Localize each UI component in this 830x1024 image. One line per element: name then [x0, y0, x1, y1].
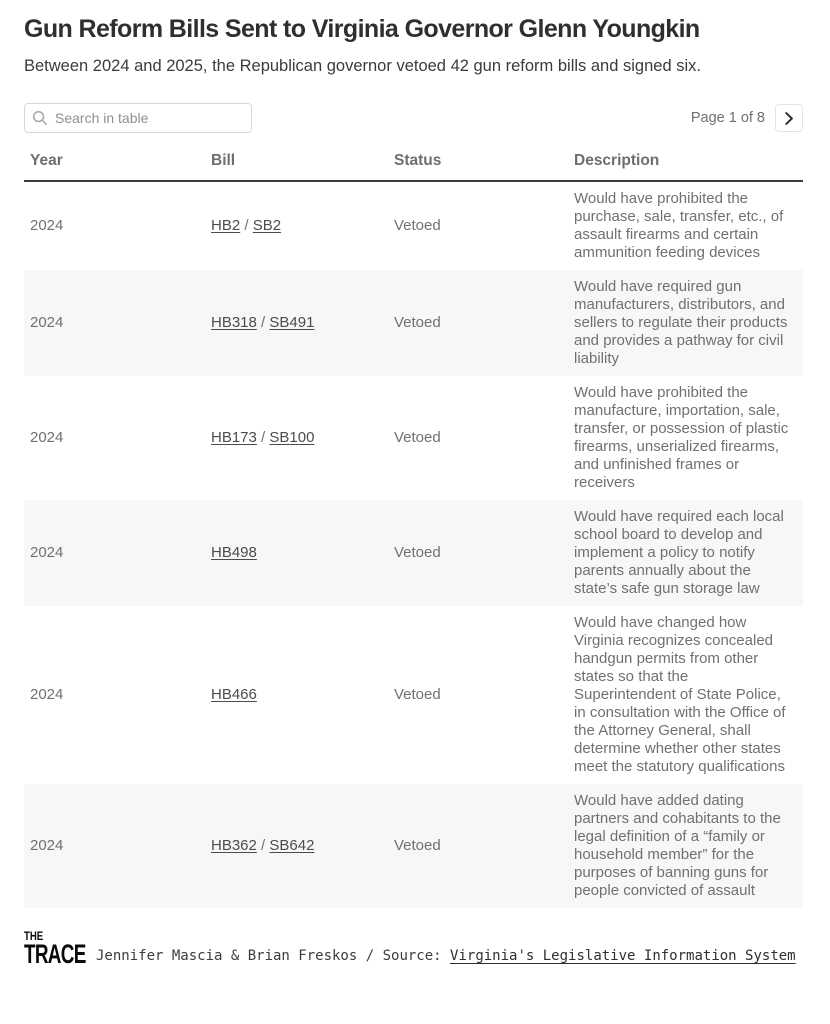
bill-separator: /	[240, 217, 253, 235]
bill-cell	[205, 606, 388, 784]
description-cell: Would have required each local school board to develop and implement a policy to notify parents annually about the state’s safe gun storage law	[574, 508, 784, 598]
bill-link[interactable]: SB491	[269, 314, 315, 332]
bills-table	[24, 146, 803, 908]
year-cell: 2024	[30, 429, 64, 447]
source-link[interactable]: Virginia's Legislative Information System	[450, 948, 796, 965]
year-cell: 2024	[30, 314, 64, 332]
table-row	[24, 270, 803, 376]
credit-separator: /	[357, 948, 383, 965]
logo-text-trace: TRACE	[24, 939, 86, 970]
status-cell: Vetoed	[394, 686, 441, 704]
column-header-bill: Bill	[205, 146, 388, 181]
bill-cell	[205, 376, 388, 500]
subtitle: Between 2024 and 2025, the Republican governor vetoed 42 gun reform bills and signed six.	[24, 57, 701, 75]
bill-link[interactable]: HB498	[211, 544, 257, 562]
chevron-right-icon	[785, 112, 794, 125]
description-cell: Would have prohibited the manufacture, importation, sale, transfer, or possession of plastic firearms, unserialized firearms, and unfinished frames or receivers	[574, 384, 789, 492]
table-row	[24, 784, 803, 908]
bill-link[interactable]: SB100	[269, 429, 315, 447]
search-box	[24, 103, 252, 133]
bill-link[interactable]: HB318	[211, 314, 257, 332]
table-header-row	[24, 146, 803, 181]
description-cell: Would have required gun manufacturers, distributors, and sellers to regulate their products and provides a pathway for civil liability	[574, 278, 788, 368]
bill-link[interactable]: HB2	[211, 217, 241, 235]
source-label: Source:	[382, 948, 451, 965]
table-row	[24, 500, 803, 606]
column-header-year: Year	[24, 146, 205, 181]
year-cell: 2024	[30, 837, 64, 855]
byline: Jennifer Mascia & Brian Freskos	[96, 948, 358, 965]
description-cell: Would have prohibited the purchase, sale, transfer, etc., of assault firearms and certain ammunition feeding devices	[574, 190, 784, 262]
bill-separator: /	[256, 429, 270, 447]
bill-link[interactable]: SB642	[269, 837, 315, 855]
search-input[interactable]	[24, 103, 252, 133]
status-cell: Vetoed	[394, 544, 441, 562]
credit-line	[96, 948, 796, 964]
description-cell: Would have changed how Virginia recognizes concealed handgun permits from other states so that the Superintendent of State Police, in consultation with the Office of the Attorney General, shall determine whether other states meet the statutory qualifications	[574, 614, 786, 776]
column-header-description: Description	[568, 146, 803, 181]
bill-cell	[205, 784, 388, 908]
status-cell: Vetoed	[394, 837, 441, 855]
status-cell: Vetoed	[394, 314, 441, 332]
search-icon	[32, 110, 48, 126]
bill-link[interactable]: HB362	[211, 837, 257, 855]
bill-link[interactable]: HB173	[211, 429, 257, 447]
bill-cell	[205, 270, 388, 376]
pagination	[691, 104, 803, 132]
table-controls	[24, 103, 803, 133]
status-cell: Vetoed	[394, 217, 441, 235]
year-cell: 2024	[30, 686, 64, 704]
year-cell: 2024	[30, 544, 64, 562]
the-trace-logo	[24, 930, 86, 968]
table-row	[24, 181, 803, 270]
footer	[24, 930, 803, 968]
table-row	[24, 606, 803, 784]
table-body	[24, 181, 803, 908]
bill-separator: /	[256, 314, 270, 332]
pagination-status: Page 1 of 8	[690, 110, 765, 127]
logo-text-the: THE	[24, 929, 44, 944]
bill-separator: /	[256, 837, 270, 855]
year-cell: 2024	[30, 217, 64, 235]
bill-cell	[205, 181, 388, 270]
table-row	[24, 376, 803, 500]
description-cell: Would have added dating partners and cohabitants to the legal definition of a “family or household member” for the purposes of banning guns for people convicted of assault	[574, 792, 781, 900]
bill-link[interactable]: HB466	[211, 686, 257, 704]
column-header-status: Status	[388, 146, 568, 181]
next-page-button[interactable]	[775, 104, 803, 132]
page-title: Gun Reform Bills Sent to Virginia Governor Glenn Youngkin	[24, 15, 700, 43]
bill-cell	[205, 500, 388, 606]
status-cell: Vetoed	[394, 429, 441, 447]
bill-link[interactable]: SB2	[252, 217, 282, 235]
